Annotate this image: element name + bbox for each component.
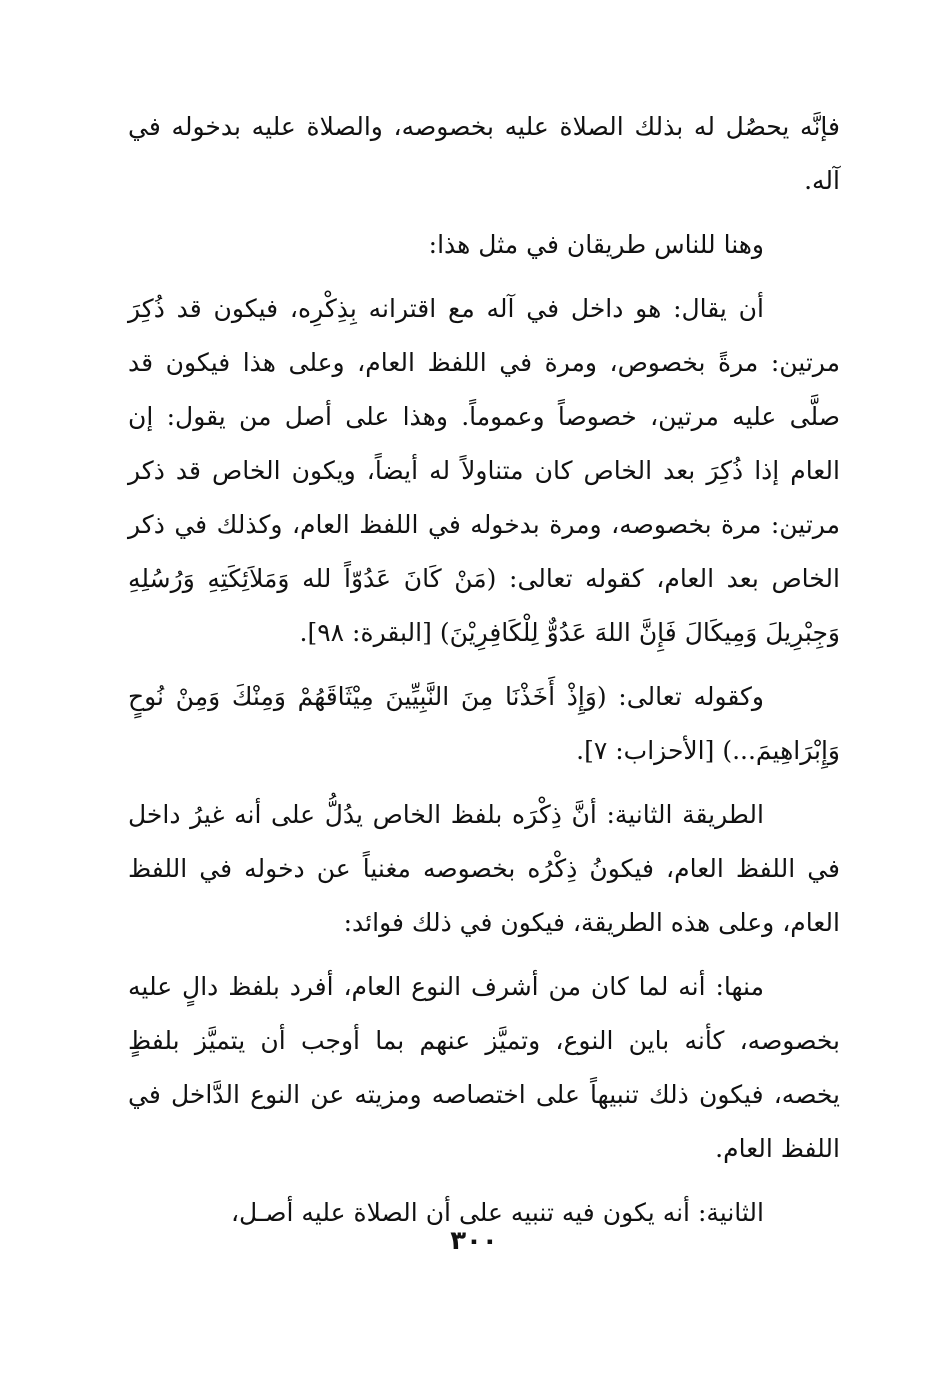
paragraph-continuation: فإنَّه يحصُل له بذلك الصلاة عليه بخصوصه، والصلاة عليه بدخوله في آله.: [128, 112, 840, 195]
paragraph-first-way: أن يقال: هو داخل في آله مع اقترانه بِذِكْرِه، فيكون قد ذُكِرَ مرتين: مرةً بخصوص، ومرة في اللفظ العام، وعلى هذا فيكون قد صلَّى عليه مرتين، خصوصاً وعموماً. وهذا على أصل من يقول: إن العام إذا ذُكِرَ بعد الخاص كان متناولاً له أيضاً، ويكون الخاص قد ذكر مرتين: مرة بخصوصه، ومرة بدخوله في اللفظ العام، وكذلك في ذكر الخاص بعد العام، كقوله تعالى: (مَنْ كَانَ عَدُوّاً لله وَمَلاَئِكَتِهِ وَرُسُلِهِ وَجِبْرِيلَ وَمِيكَالَ فَإِنَّ اللهَ عَدُوٌّ لِلْكَافِرِيْنَ) [البقرة: ٩٨].: [128, 294, 840, 647]
paragraph-second-verse: وكقوله تعالى: (وَإِذْ أَخَذْنَا مِنَ النَّبِيِّينَ مِيْثَاقَهُمْ وَمِنْكَ وَمِنْ نُوحٍ وَإِبْرَاهِيمَ...) [الأحزاب: ٧].: [128, 682, 840, 765]
page-number: ٣٠٠: [450, 1226, 498, 1256]
page-body: [128, 100, 840, 1240]
paragraph-second-benefit: الثانية: أنه يكون فيه تنبيه على أن الصلاة عليه أصـل،: [230, 1198, 764, 1227]
paragraph-two-ways-intro: وهنا للناس طريقان في مثل هذا:: [428, 230, 764, 259]
paragraph-second-way: الطريقة الثانية: أنَّ ذِكْرَه بلفظ الخاص يدُلُّ على أنه غيرُ داخل في اللفظ العام، فيكونُ ذِكْرُه بخصوصه مغنياً عن دخوله في اللفظ العام، وعلى هذه الطريقة، فيكون في ذلك فوائد:: [128, 800, 840, 937]
paragraph-first-benefit: منها: أنه لما كان من أشرف النوع العام، أفرد بلفظ دالٍ عليه بخصوصه، كأنه باين النوع، وتميَّز عنهم بما أوجب أن يتميَّز بلفظٍ يخصه، فيكون ذلك تنبيهاً على اختصاصه ومزيته عن النوع الدَّاخل في اللفظ العام.: [128, 972, 840, 1163]
